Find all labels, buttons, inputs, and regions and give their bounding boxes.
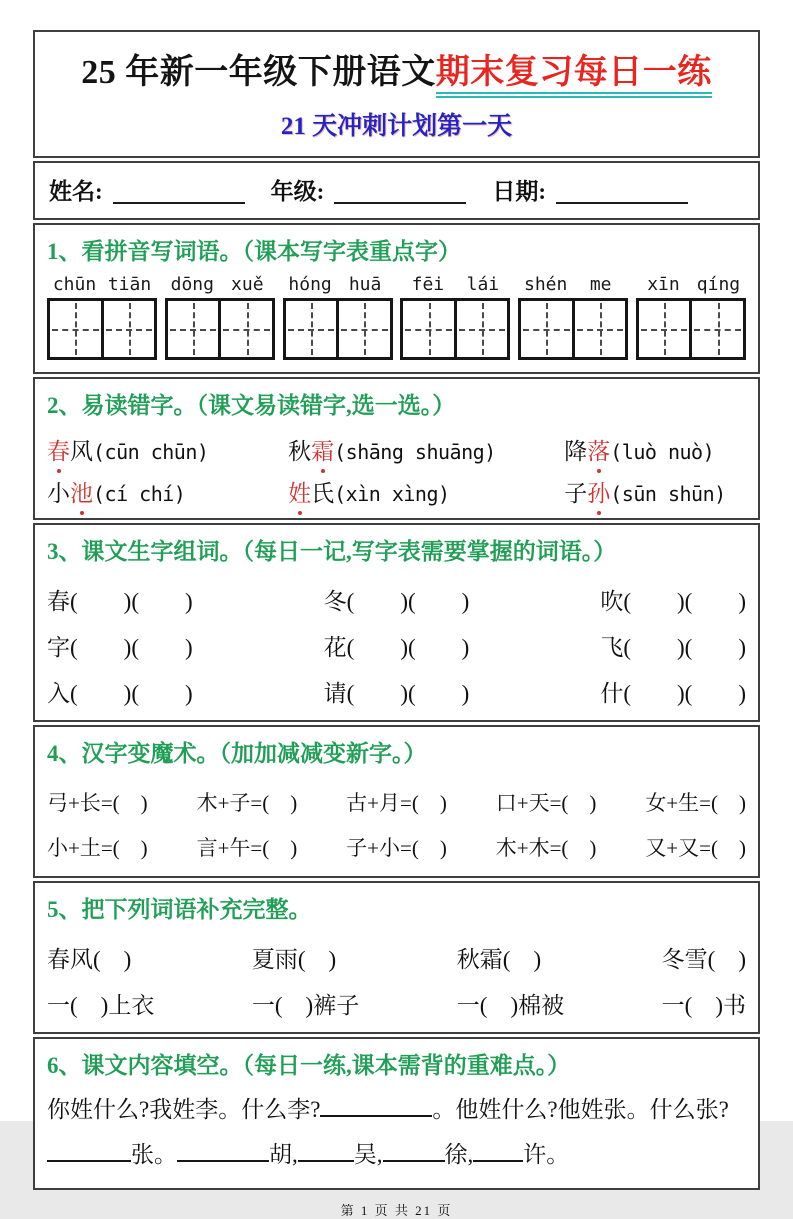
word-building-row — [47, 675, 746, 708]
title-black-part: 25 年新一年级下册语文 — [81, 54, 436, 91]
section-2-misread-chars — [33, 377, 760, 520]
pinyin-label: hóng — [288, 274, 332, 295]
fill-paragraph: 你姓什么?我姓李。什么李? 。他姓什么?他姓张。什么张?张。 胡, 吴, 徐, 许。 — [47, 1097, 729, 1167]
emphasized-char: 孙 — [587, 475, 610, 508]
pinyin-options: (sūn shūn) — [610, 482, 726, 506]
fill-blank — [298, 1156, 354, 1162]
section-5-heading-text: 5、把下列词语补充完整。 — [47, 897, 312, 922]
char-magic-item: 口+天=( ) — [495, 791, 597, 815]
pinyin-grid-group — [636, 274, 746, 360]
writing-cell — [454, 301, 508, 357]
char-magic-item: 木+木=( ) — [495, 836, 597, 860]
pinyin-options: (shāng shuāng) — [334, 440, 496, 464]
writing-cell — [336, 301, 390, 357]
word-building-item: 吹( )( ) — [600, 589, 746, 614]
pinyin-grid-group — [400, 274, 510, 360]
char-magic-item: 弓+长=( ) — [47, 791, 148, 815]
word-building-item: 春( )( ) — [47, 589, 193, 614]
answer-blanks: ( )( ) — [346, 681, 470, 706]
char-magic-item: 小+土=( ) — [47, 836, 148, 860]
word-building-item: 什( )( ) — [600, 681, 746, 706]
emphasized-char: 姓 — [288, 475, 311, 508]
section-4-heading-text: 4、汉字变魔术。 — [47, 741, 220, 766]
name-blank — [113, 178, 245, 204]
pinyin-label: xīn — [647, 274, 680, 295]
info-row — [33, 161, 760, 220]
complete-words-item: 秋霜( ) — [456, 947, 542, 972]
misread-item: 春风(cūn chūn) — [47, 433, 288, 466]
emphasized-char: 霜 — [311, 433, 334, 466]
grade-label: 年级: — [270, 179, 325, 204]
fill-blank — [320, 1111, 432, 1117]
char-magic-row — [47, 787, 746, 817]
char-magic-item: 又+又=( ) — [645, 836, 746, 860]
date-label: 日期: — [492, 179, 547, 204]
pinyin-label: chūn — [52, 274, 97, 295]
section-4-heading — [47, 733, 746, 772]
char-magic-row — [47, 832, 746, 862]
complete-words-row — [47, 941, 746, 974]
section-3-heading-text: 3、课文生字组词。 — [47, 539, 243, 564]
section-6-heading — [47, 1045, 746, 1084]
fill-blank — [383, 1156, 445, 1162]
pinyin-label: dōng — [170, 274, 214, 295]
complete-words-item: 夏雨( ) — [251, 947, 337, 972]
misread-item: 降落(luò nuò) — [564, 433, 746, 466]
pinyin-label: fēi — [411, 274, 445, 295]
complete-words-item: 一( )棉被 — [456, 993, 565, 1018]
complete-words-item: 春风( ) — [47, 947, 132, 972]
word-building-item: 字( )( ) — [47, 635, 193, 660]
complete-words-item: 冬雪( ) — [661, 947, 746, 972]
char-magic-item: 言+午=( ) — [196, 836, 298, 860]
section-1-heading-text: 1、看拼音写词语。 — [47, 239, 243, 264]
date-blank — [556, 178, 688, 204]
writing-cell — [286, 301, 337, 357]
writing-cell — [50, 301, 101, 357]
page-subtitle: 21 天冲刺计划第一天 — [280, 113, 513, 140]
word-building-row — [47, 629, 746, 662]
word-building-item: 入( )( ) — [47, 681, 193, 706]
emphasized-char: 池 — [70, 475, 93, 508]
section-6-note: （每日一练,课本需背的重难点。） — [242, 1053, 571, 1078]
pinyin-label: huā — [348, 274, 382, 295]
word-building-item: 冬( )( ) — [323, 589, 470, 614]
section-2-heading — [47, 385, 746, 424]
fill-blank — [473, 1156, 523, 1162]
writing-cell — [101, 301, 155, 357]
grade-blank — [334, 178, 466, 204]
page-title — [41, 44, 752, 93]
section-3-note: （每日一记,写字表需要掌握的词语。） — [242, 539, 617, 564]
word-building-item: 花( )( ) — [323, 635, 470, 660]
answer-blanks: ( )( ) — [346, 635, 470, 660]
pinyin-label: qíng — [696, 274, 741, 295]
pinyin-grid-group — [283, 274, 393, 360]
writing-cell — [218, 301, 272, 357]
pinyin-grid-group — [47, 274, 157, 360]
writing-cell — [639, 301, 690, 357]
fill-blank — [177, 1156, 269, 1162]
section-5-complete-words — [33, 881, 760, 1034]
emphasized-char: 春 — [47, 433, 70, 466]
misread-item: 姓氏(xìn xìng) — [288, 475, 564, 508]
answer-blanks: ( )( ) — [346, 589, 470, 614]
answer-blanks: ( )( ) — [623, 681, 746, 706]
pinyin-grid-group — [518, 274, 628, 360]
pinyin-grid-row — [47, 274, 746, 364]
char-magic-item: 女+生=( ) — [645, 791, 746, 815]
title-section — [33, 30, 760, 158]
pinyin-options: (cūn chūn) — [93, 440, 209, 464]
section-1-pinyin-writing — [33, 223, 760, 374]
fill-blank — [47, 1156, 131, 1162]
section-6-text-fill — [33, 1037, 760, 1190]
answer-blanks: ( )( ) — [623, 635, 746, 660]
misread-row — [47, 433, 746, 466]
answer-blanks: ( )( ) — [70, 681, 193, 706]
answer-blanks: ( )( ) — [70, 635, 193, 660]
misread-item: 秋霜(shāng shuāng) — [288, 433, 564, 466]
writing-cell — [168, 301, 219, 357]
page-footer: 第 1 页 共 21 页 — [340, 1202, 453, 1218]
pinyin-label: shén — [524, 274, 568, 295]
char-magic-item: 木+子=( ) — [196, 791, 298, 815]
section-2-heading-text: 2、易读错字。 — [47, 393, 197, 418]
pinyin-label: xuě — [231, 274, 264, 295]
section-3-word-building — [33, 523, 760, 722]
writing-cell — [572, 301, 626, 357]
section-2-note: （课文易读错字,选一选。） — [196, 393, 456, 418]
misread-item: 小池(cí chí) — [47, 475, 288, 508]
misread-row — [47, 475, 746, 508]
pinyin-label: me — [589, 274, 612, 295]
section-5-heading — [47, 889, 746, 928]
complete-words-item: 一( )裤子 — [251, 993, 360, 1018]
char-magic-item: 子+小=( ) — [346, 836, 447, 860]
word-building-item: 请( )( ) — [323, 681, 470, 706]
complete-words-item: 一( )书 — [661, 993, 746, 1018]
word-building-row — [47, 583, 746, 616]
pinyin-label: tiān — [107, 274, 152, 295]
section-1-heading — [47, 231, 746, 270]
pinyin-options: (cí chí) — [93, 482, 186, 506]
name-label: 姓名: — [49, 179, 103, 204]
word-building-item: 飞( )( ) — [600, 635, 746, 660]
pinyin-options: (xìn xìng) — [334, 482, 450, 506]
writing-cell — [689, 301, 743, 357]
answer-blanks: ( )( ) — [70, 589, 193, 614]
answer-blanks: ( )( ) — [623, 589, 746, 614]
complete-words-item: 一( )上衣 — [47, 993, 155, 1018]
section-4-note: （加加减减变新字。） — [219, 741, 427, 766]
pinyin-grid-group — [165, 274, 275, 360]
misread-item: 子孙(sūn shūn) — [564, 475, 746, 508]
title-red-part: 期末复习每日一练 — [436, 54, 712, 98]
pinyin-label: lái — [466, 274, 500, 295]
section-6-heading-text: 6、课文内容填空。 — [47, 1053, 243, 1078]
char-magic-item: 古+月=( ) — [346, 791, 447, 815]
emphasized-char: 落 — [587, 433, 610, 466]
section-3-heading — [47, 531, 746, 570]
section-4-char-magic — [33, 725, 760, 878]
writing-cell — [403, 301, 454, 357]
pinyin-options: (luò nuò) — [610, 440, 715, 464]
section-1-note: （课本写字表重点字） — [242, 239, 461, 264]
writing-cell — [521, 301, 572, 357]
complete-words-row — [47, 987, 746, 1020]
